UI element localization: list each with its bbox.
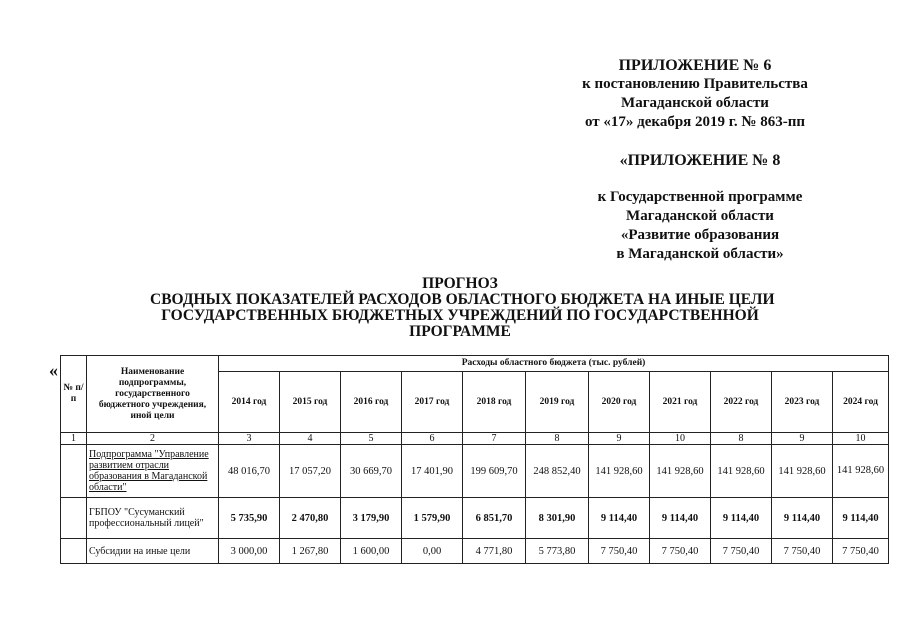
- row-value-0: 5 735,90: [219, 498, 280, 539]
- row-value-7: 141 928,60: [650, 445, 711, 498]
- budget-forecast-table: [60, 355, 888, 564]
- row-value-10: 141 928,60: [833, 445, 889, 498]
- row-value-0: 3 000,00: [219, 539, 280, 564]
- column-number-6: 7: [463, 433, 526, 445]
- column-number-7: 8: [526, 433, 589, 445]
- row-value-10: 9 114,40: [833, 498, 889, 539]
- appendix-8-line-2: к Государственной программе: [597, 189, 803, 205]
- row-value-6: 141 928,60: [589, 445, 650, 498]
- row-value-6: 9 114,40: [589, 498, 650, 539]
- appendix-8-line-4: «Развитие образования: [620, 227, 780, 243]
- appendix-8-line-1: «ПРИЛОЖЕНИЕ № 8: [619, 152, 781, 169]
- column-number-0: 1: [61, 433, 87, 445]
- column-number-12: 10: [833, 433, 889, 445]
- column-number-5: 6: [402, 433, 463, 445]
- col-header-name: Наименование подпрограммы, государственного бюджетного учреждения, иной цели: [87, 356, 219, 433]
- column-number-row: [61, 433, 889, 445]
- year-header-8: 2022 год: [711, 372, 772, 433]
- column-number-8: 9: [589, 433, 650, 445]
- title-line-2: СВОДНЫХ ПОКАЗАТЕЛЕЙ РАСХОДОВ ОБЛАСТНОГО БЮДЖЕТА НА ИНЫЕ ЦЕЛИ: [150, 291, 775, 308]
- column-number-10: 8: [711, 433, 772, 445]
- row-value-8: 7 750,40: [711, 539, 772, 564]
- col-header-expenses-group: Расходы областного бюджета (тыс. рублей): [219, 356, 889, 372]
- appendix-8-line-3: Магаданской области: [626, 208, 774, 224]
- row-value-6: 7 750,40: [589, 539, 650, 564]
- appendix-8-header: [560, 151, 840, 264]
- row-value-2: 3 179,90: [341, 498, 402, 539]
- title-line-1: ПРОГНОЗ: [422, 275, 498, 292]
- row-value-1: 17 057,20: [280, 445, 341, 498]
- row-value-9: 9 114,40: [772, 498, 833, 539]
- row-value-4: 4 771,80: [463, 539, 526, 564]
- row-value-8: 9 114,40: [711, 498, 772, 539]
- column-number-1: 2: [87, 433, 219, 445]
- appendix-6-line-4: от «17» декабря 2019 г. № 863-пп: [584, 114, 805, 130]
- document-title: [150, 275, 775, 340]
- year-header-5: 2019 год: [526, 372, 589, 433]
- col-header-number: № п/п: [61, 356, 87, 433]
- table-row: [61, 445, 889, 498]
- row-value-5: 5 773,80: [526, 539, 589, 564]
- row-value-7: 9 114,40: [650, 498, 711, 539]
- title-line-4: ПРОГРАММЕ: [409, 323, 511, 340]
- row-value-7: 7 750,40: [650, 539, 711, 564]
- column-number-4: 5: [341, 433, 402, 445]
- row-name: Подпрограмма "Управление развитием отрасли образования в Магаданской области": [87, 445, 219, 498]
- appendix-6-header: [540, 56, 850, 132]
- column-number-2: 3: [219, 433, 280, 445]
- column-number-3: 4: [280, 433, 341, 445]
- row-number: [61, 445, 87, 498]
- row-number: [61, 539, 87, 564]
- year-header-1: 2015 год: [280, 372, 341, 433]
- appendix-6-line-3: Магаданской области: [621, 95, 769, 111]
- row-value-2: 30 669,70: [341, 445, 402, 498]
- row-value-3: 1 579,90: [402, 498, 463, 539]
- year-header-9: 2023 год: [772, 372, 833, 433]
- table-row: [61, 498, 889, 539]
- row-value-2: 1 600,00: [341, 539, 402, 564]
- row-value-1: 2 470,80: [280, 498, 341, 539]
- year-header-0: 2014 год: [219, 372, 280, 433]
- row-value-5: 248 852,40: [526, 445, 589, 498]
- row-value-4: 199 609,70: [463, 445, 526, 498]
- column-number-9: 10: [650, 433, 711, 445]
- year-header-10: 2024 год: [833, 372, 889, 433]
- row-value-3: 17 401,90: [402, 445, 463, 498]
- appendix-6-line-2: к постановлению Правительства: [582, 76, 808, 92]
- row-value-3: 0,00: [402, 539, 463, 564]
- row-value-4: 6 851,70: [463, 498, 526, 539]
- appendix-6-line-1: ПРИЛОЖЕНИЕ № 6: [618, 57, 772, 74]
- row-value-9: 141 928,60: [772, 445, 833, 498]
- year-header-7: 2021 год: [650, 372, 711, 433]
- table-row: [61, 539, 889, 564]
- year-header-4: 2018 год: [463, 372, 526, 433]
- year-header-3: 2017 год: [402, 372, 463, 433]
- row-value-0: 48 016,70: [219, 445, 280, 498]
- year-header-6: 2020 год: [589, 372, 650, 433]
- row-value-1: 1 267,80: [280, 539, 341, 564]
- row-value-10: 7 750,40: [833, 539, 889, 564]
- row-value-9: 7 750,40: [772, 539, 833, 564]
- row-name: Субсидии на иные цели: [87, 539, 219, 564]
- year-header-2: 2016 год: [341, 372, 402, 433]
- row-value-8: 141 928,60: [711, 445, 772, 498]
- row-number: [61, 498, 87, 539]
- title-line-3: ГОСУДАРСТВЕННЫХ БЮДЖЕТНЫХ УЧРЕЖДЕНИЙ ПО ГОСУДАРСТВЕННОЙ: [161, 307, 759, 324]
- table-opening-quote: «: [49, 360, 58, 380]
- appendix-8-line-5: в Магаданской области»: [616, 246, 784, 262]
- column-number-11: 9: [772, 433, 833, 445]
- row-value-5: 8 301,90: [526, 498, 589, 539]
- row-name: ГБПОУ "Сусуманский профессиональный лицей": [87, 498, 219, 539]
